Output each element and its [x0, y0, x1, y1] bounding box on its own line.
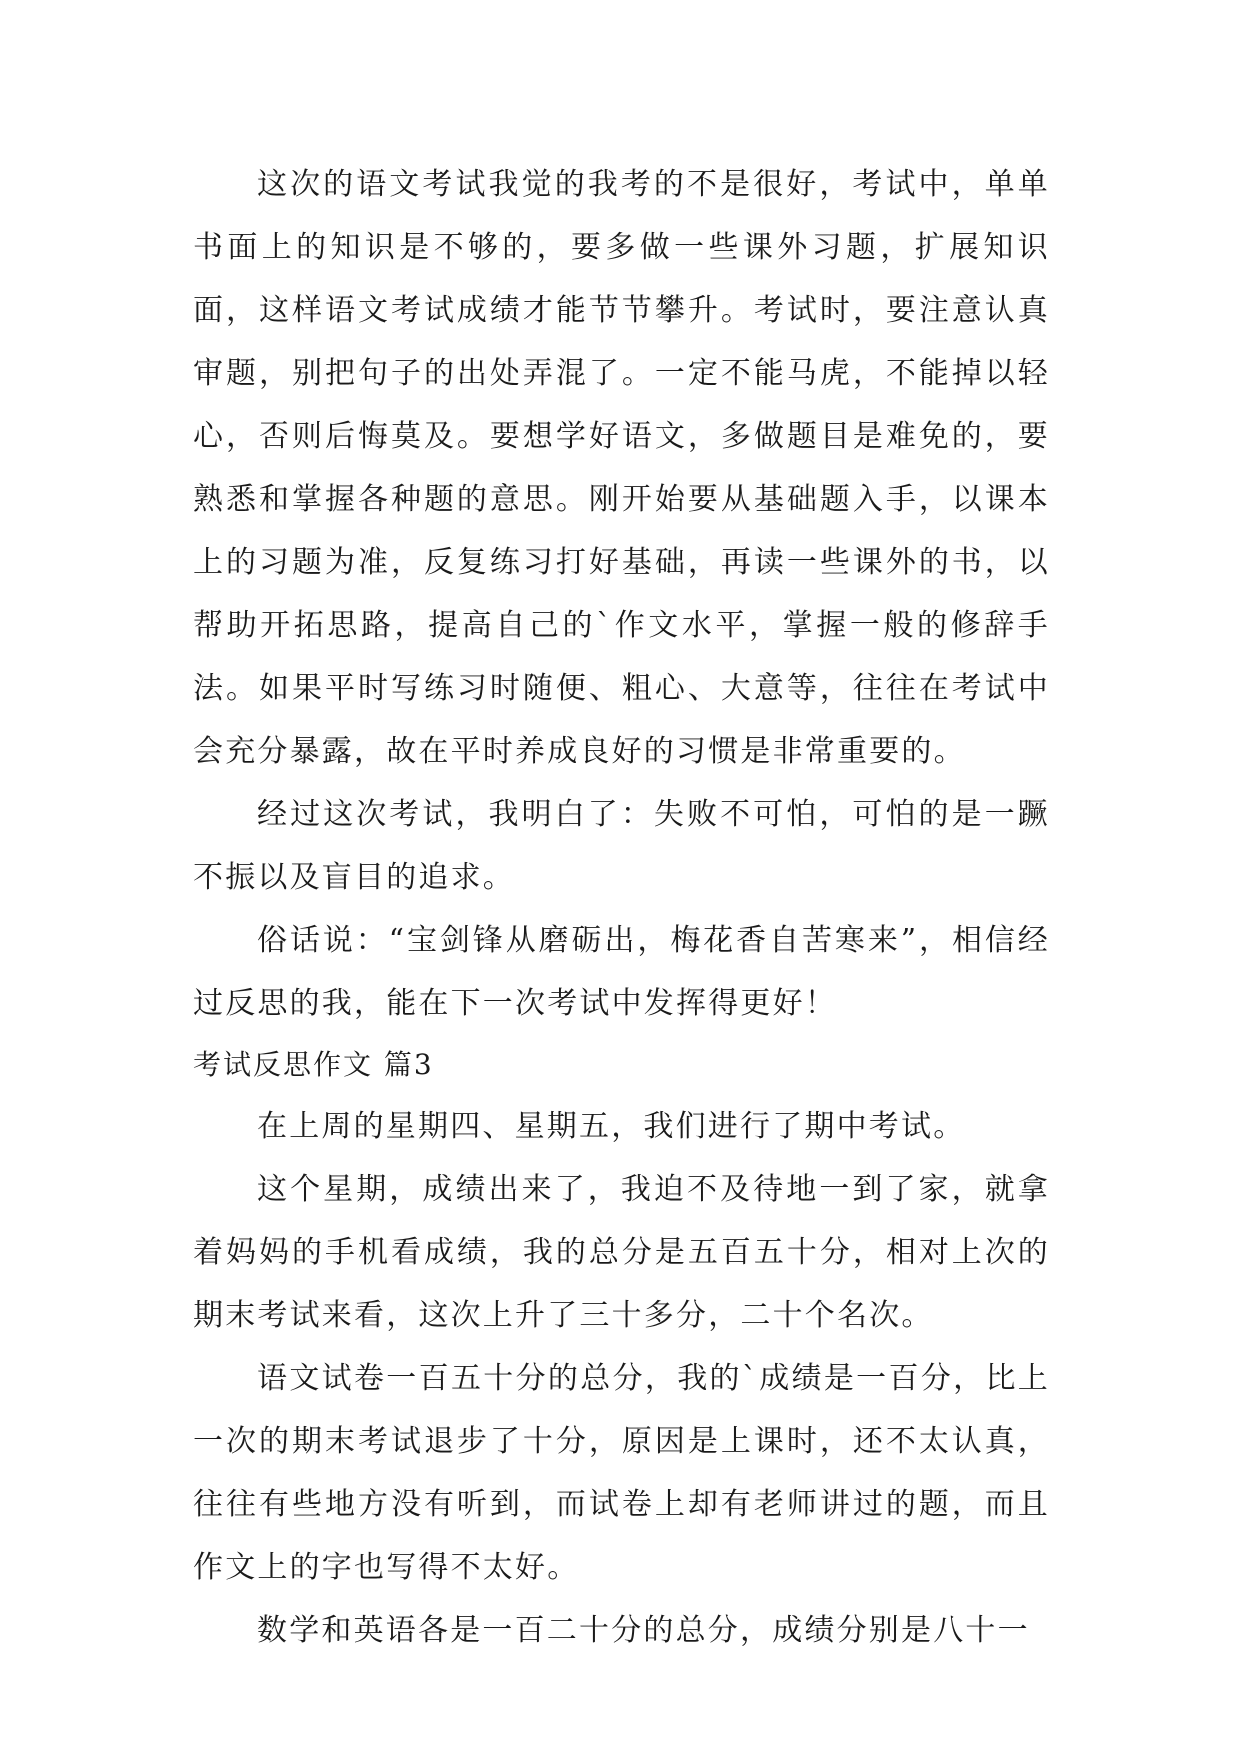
paragraph-results: 这个星期，成绩出来了，我迫不及待地一到了家，就拿着妈妈的手机看成绩，我的总分是五百五十分，相对上次的期末考试来看，这次上升了三十多分，二十个名次。: [193, 1172, 1050, 1333]
paragraph-math-english: 数学和英语各是一百二十分的总分，成绩分别是八十一: [257, 1613, 1030, 1648]
paragraph-chinese-score: 语文试卷一百五十分的总分，我的`成绩是一百分，比上一次的期末考试退步了十分，原因是上课时，还不太认真，往往有些地方没有听到，而试卷上却有老师讲过的题，而且作文上的字也写得不太好。: [193, 1361, 1050, 1585]
paragraph-exam-reflection: 这次的语文考试我觉的我考的不是很好，考试中，单单书面上的知识是不够的，要多做一些课外习题，扩展知识面，这样语文考试成绩才能节节攀升。考试时，要注意认真审题，别把句子的出处弄混了。一定不能马虎，不能掉以轻心，否则后悔莫及。要想学好语文，多做题目是难免的，要熟悉和掌握各种题的意思。刚开始要从基础题入手，以课本上的习题为准，反复练习打好基础，再读一些课外的书，以帮助开拓思路，提高自己的`作文水平，掌握一般的修辞手法。如果平时写练习时随便、粗心、大意等，往往在考试中会充分暴露，故在平时养成良好的习惯是非常重要的。: [193, 167, 1050, 769]
document-page: [193, 153, 1050, 1662]
section-heading: 考试反思作文 篇3: [193, 1048, 434, 1081]
paragraph-lesson-learned: 经过这次考试，我明白了：失败不可怕，可怕的是一蹶不振以及盲目的追求。: [193, 797, 1050, 895]
paragraph-proverb: 俗话说：“宝剑锋从磨砺出，梅花香自苦寒来”，相信经过反思的我，能在下一次考试中发挥得更好！: [193, 923, 1050, 1021]
paragraph-midterm-intro: 在上周的星期四、星期五，我们进行了期中考试。: [257, 1109, 966, 1144]
